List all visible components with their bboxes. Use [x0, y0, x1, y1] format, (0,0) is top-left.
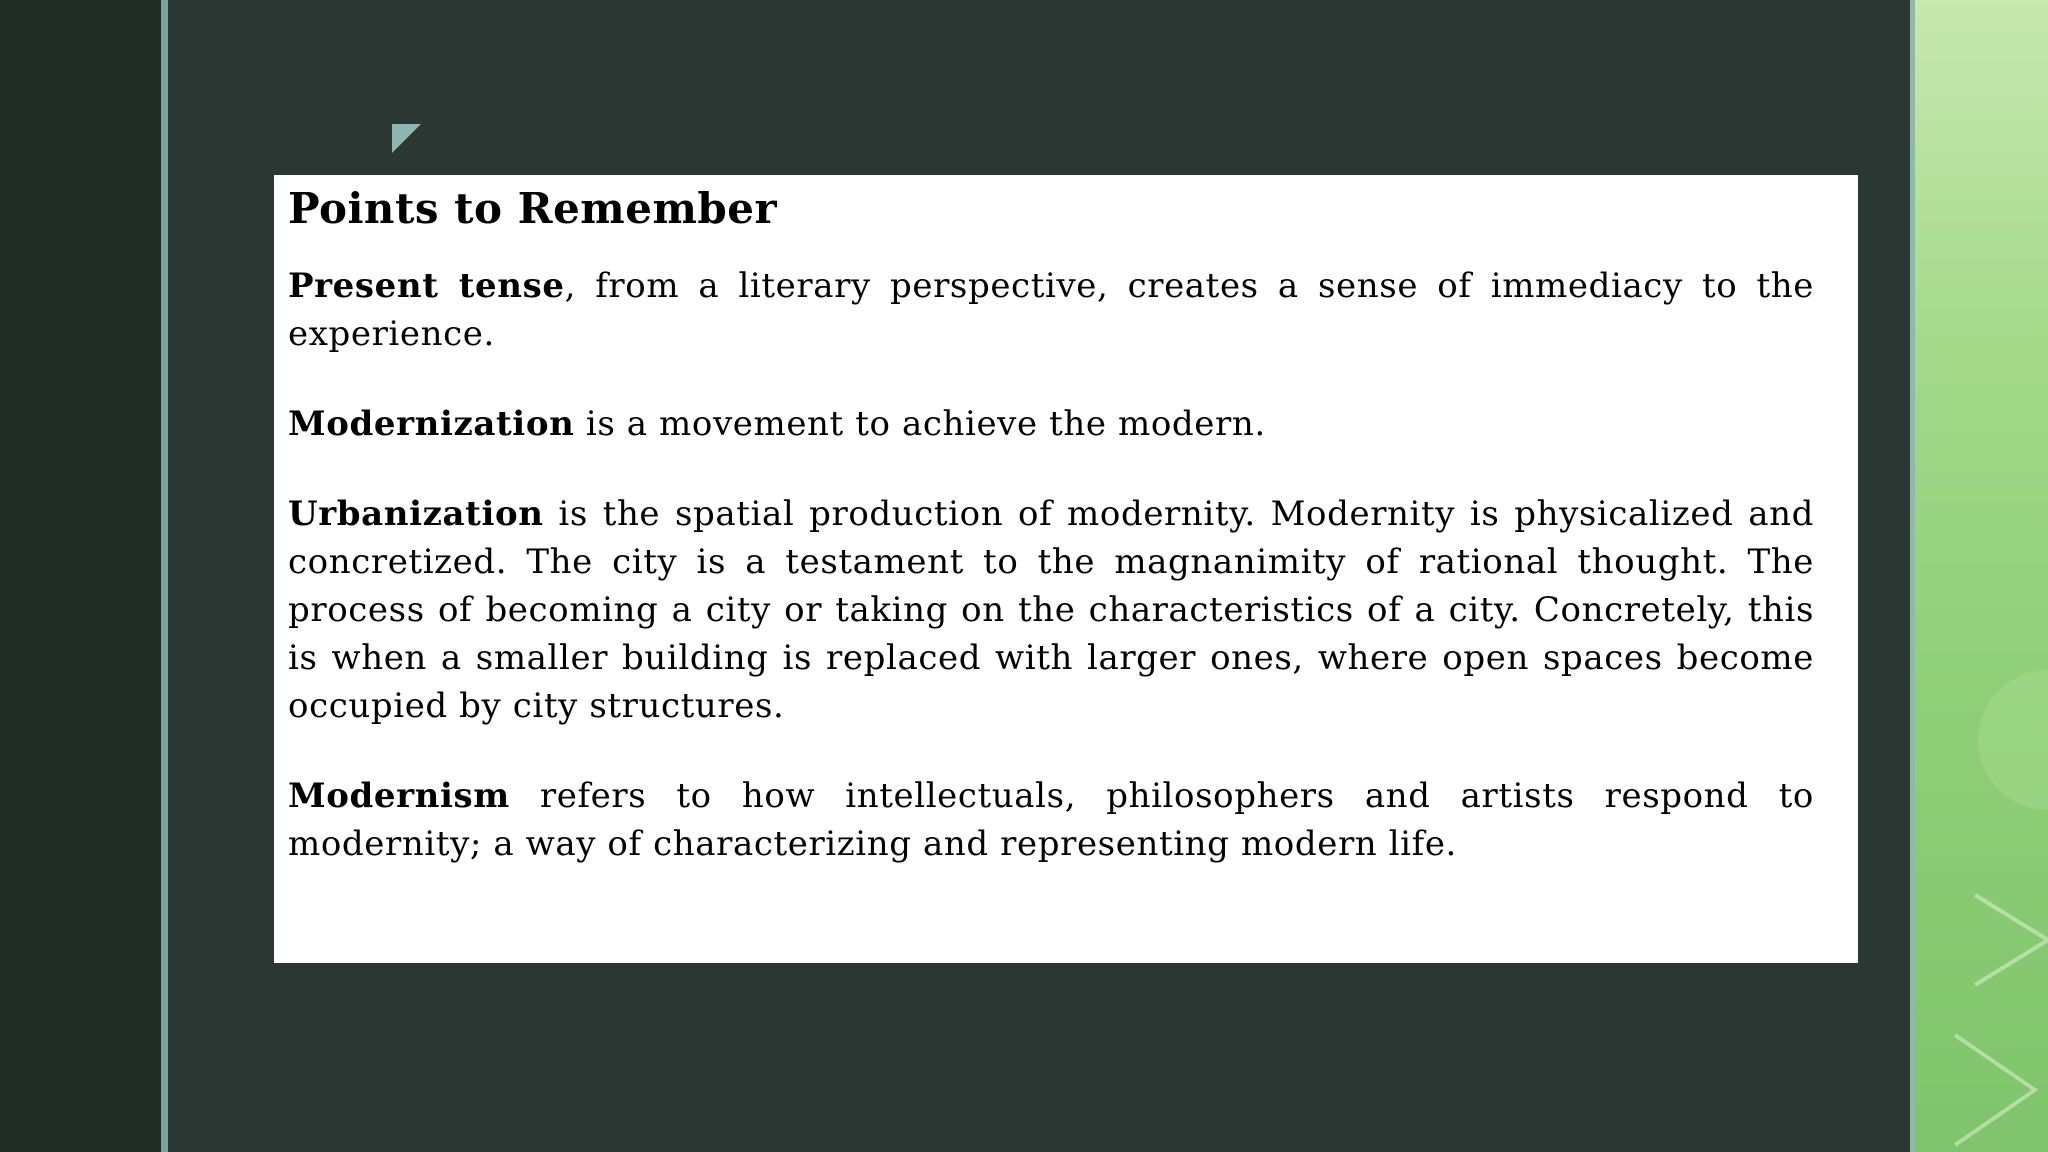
left-accent-rule: [161, 0, 168, 1152]
term-present-tense: Present tense: [288, 265, 565, 306]
paragraph-urbanization: [288, 490, 1814, 730]
paragraph-modernization: [288, 400, 1814, 448]
right-green-panel: [1915, 0, 2048, 1152]
triangle-corner-icon: [392, 124, 422, 154]
paragraph-modernism: [288, 772, 1814, 868]
left-dark-band: [0, 0, 161, 1152]
term-modernism: Modernism: [288, 775, 510, 816]
paragraph-present-tense: [288, 262, 1814, 358]
definition-modernization: is a movement to achieve the modern.: [574, 403, 1266, 444]
term-urbanization: Urbanization: [288, 493, 544, 534]
definition-modernism: refers to how intellectuals, philosophers and artists respond to modernity; a way of characterizing and representing modern life.: [288, 775, 1814, 864]
term-modernization: Modernization: [288, 403, 575, 444]
chevron-decoration-icon: [1915, 0, 2048, 1152]
definition-present-tense: , from a literary perspective, creates a sense of immediacy to the experience.: [288, 265, 1815, 354]
points-to-remember-box: [274, 175, 1858, 963]
document-title: Points to Remember: [288, 184, 778, 233]
definition-urbanization: is the spatial production of modernity. Modernity is physicalized and concretized. The city is a testament to the magnanimity of rational thought. The process of becoming a city or taking on the characteristics of a city. Concretely, this is when a smaller building is replaced with larger ones, where open spaces become occupied by city structures.: [288, 493, 1814, 726]
